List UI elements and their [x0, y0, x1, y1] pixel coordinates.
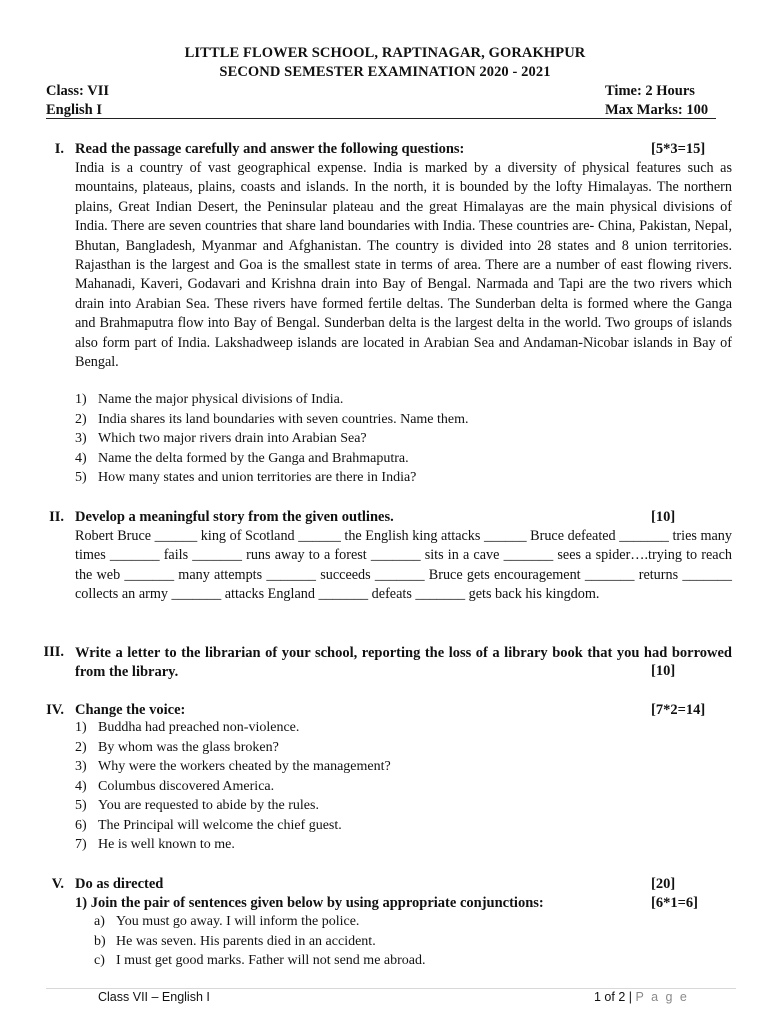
item-number: 1)	[75, 392, 87, 407]
footer-rule	[46, 988, 736, 989]
list-item	[75, 816, 715, 836]
list-item	[75, 718, 715, 738]
list-item	[75, 738, 715, 758]
item-text: Name the delta formed by the Ganga and Brahmaputra.	[98, 450, 409, 466]
list-item	[75, 429, 715, 449]
page-number	[594, 990, 689, 1004]
list-item	[75, 468, 715, 488]
q1-marks: [5*3=15]	[651, 141, 706, 157]
item-text: India shares its land boundaries with seven countries. Name them.	[98, 411, 469, 427]
item-text: Columbus discovered America.	[98, 778, 275, 794]
list-item	[75, 390, 715, 410]
q2-outline: Robert Bruce ______ king of Scotland ______ the English king attacks ______ Bruce defeated _______ tries many times _______ fails _______ runs away to a forest _______ sits in a cave _______ sees a spider….trying to reach the web _______ many attempts _______ succeeds _______ Bruce gets encouragement _______ returns _______ collects an army _______ attacks England _______ defeats _______ gets back his kingdom.	[75, 528, 732, 603]
item-text: Buddha had preached non-violence.	[98, 720, 300, 735]
q1-number: I.	[54, 141, 64, 157]
item-text: You must go away. I will inform the police.	[116, 914, 360, 929]
page-of: 1 of 2 |	[594, 990, 632, 1004]
item-number: c)	[94, 953, 105, 968]
item-number: 3)	[75, 431, 87, 446]
q5-heading: Do as directed	[75, 876, 164, 892]
list-item	[75, 777, 715, 797]
page-word: P a g e	[635, 990, 689, 1004]
q3-marks: [10]	[651, 663, 676, 679]
item-text: Name the major physical divisions of India.	[98, 392, 344, 407]
item-text: Why were the workers cheated by the management?	[98, 759, 391, 774]
list-item	[94, 932, 426, 952]
item-text: How many states and union territories are there in India?	[98, 470, 417, 485]
item-number: 2)	[75, 739, 87, 755]
q2-heading: Develop a meaningful story from the given outlines.	[75, 509, 394, 525]
item-number: a)	[94, 914, 105, 929]
item-text: By whom was the glass broken?	[98, 739, 279, 755]
list-item	[75, 410, 715, 430]
list-item	[94, 951, 426, 971]
list-item	[75, 835, 715, 855]
q5-number: V.	[51, 876, 64, 892]
q4-marks: [7*2=14]	[651, 702, 706, 718]
q1-passage: India is a country of vast geographical expense. India is marked by a diversity of physical features such as mountains, plateaus, plains, coasts and islands. In the north, it is bounded by the lofty Himalayas. The northern plains, Great Indian Desert, the Peninsular plateau and the great Himalayas are the main physical divisions of India. There are seven countries that share land boundaries with India. These countries are- China, Pakistan, Nepal, Bhutan, Bangladesh, Myanmar and Afghanistan. The country is divided into 28 states and 8 union territories. Rajasthan is the largest and Goa is the smallest state in terms of area. There are a number of east flowing rivers. Mahanadi, Kaveri, Godavari and Krishna drain into Bay of Bengal. Narmada and Tapi are the two rivers which drain into Arabian Sea. These rivers have formed fertile deltas. The Sunderban delta is formed where the Ganga and Brahmaputra flow into Bay of Bengal. Sunderban delta is the largest delta in the world. Two groups of islands also form part of India. Lakshadweep islands are located in Arabian Sea and Andaman-Nicobar islands in Bay of Bengal.	[75, 160, 732, 371]
q2-number: II.	[49, 509, 64, 525]
item-number: 3)	[75, 759, 87, 774]
q5-item-list	[94, 912, 426, 971]
q2-marks: [10]	[651, 509, 676, 525]
footer-left: Class VII – English I	[98, 990, 210, 1004]
header-rule	[46, 118, 716, 119]
q5-marks: [20]	[651, 876, 676, 892]
item-number: 5)	[75, 470, 87, 485]
max-marks-label: Max Marks: 100	[605, 102, 709, 118]
item-number: 2)	[75, 411, 87, 427]
item-text: You are requested to abide by the rules.	[98, 798, 319, 813]
list-item	[94, 912, 426, 932]
item-text: He was seven. His parents died in an accident.	[116, 933, 376, 949]
item-text: He is well known to me.	[98, 837, 235, 852]
school-name: LITTLE FLOWER SCHOOL, RAPTINAGAR, GORAKHPUR	[184, 45, 586, 61]
item-text: Which two major rivers drain into Arabian Sea?	[98, 431, 367, 446]
item-number: 5)	[75, 798, 87, 813]
q3-number: III.	[43, 644, 64, 660]
item-number: 4)	[75, 450, 87, 466]
item-text: The Principal will welcome the chief guest.	[98, 817, 342, 833]
q4-number: IV.	[46, 702, 64, 718]
item-number: b)	[94, 933, 106, 949]
q1-question-list	[75, 390, 715, 488]
q4-item-list	[75, 718, 715, 855]
list-item	[75, 796, 715, 816]
item-number: 7)	[75, 837, 87, 852]
q1-heading: Read the passage carefully and answer the following questions:	[75, 141, 465, 157]
q5-sub-marks: [6*1=6]	[651, 895, 698, 911]
item-number: 6)	[75, 817, 87, 833]
list-item	[75, 757, 715, 777]
exam-title: SECOND SEMESTER EXAMINATION 2020 - 2021	[219, 64, 551, 80]
q3-heading: Write a letter to the librarian of your school, reporting the loss of a library book that you had borrowed from the library.	[75, 645, 732, 680]
class-label: Class: VII	[46, 83, 109, 99]
item-number: 1)	[75, 720, 87, 735]
q5-sub-heading: 1) Join the pair of sentences given below by using appropriate conjunctions:	[75, 895, 544, 911]
time-label: Time: 2 Hours	[605, 83, 695, 99]
q4-heading: Change the voice:	[75, 702, 186, 718]
item-text: I must get good marks. Father will not send me abroad.	[116, 953, 426, 968]
item-number: 4)	[75, 778, 87, 794]
subject-label: English I	[46, 102, 103, 118]
list-item	[75, 449, 715, 469]
